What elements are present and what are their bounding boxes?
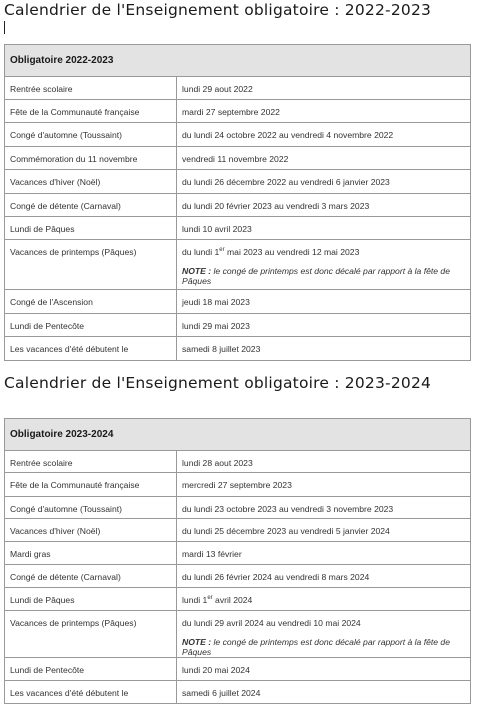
row-label: Vacances de printemps (Pâques) bbox=[10, 618, 137, 628]
row-label: Commémoration du 11 novembre bbox=[10, 154, 138, 164]
row-label: Les vacances d'été débutent le bbox=[10, 688, 129, 698]
row-value: du lundi 26 décembre 2022 au vendredi 6 janvier 2023 bbox=[182, 177, 390, 187]
row-label: Congé de l'Ascension bbox=[10, 297, 93, 307]
row-value-cell bbox=[177, 565, 471, 588]
row-label: Fête de la Communauté française bbox=[10, 480, 140, 490]
table-header-label: Obligatoire 2022-2023 bbox=[10, 55, 114, 66]
row-value: du lundi 23 octobre 2023 au vendredi 3 novembre 2023 bbox=[182, 504, 394, 514]
row-value-cell bbox=[177, 658, 471, 681]
row-value-cell bbox=[177, 77, 471, 100]
table-row bbox=[5, 565, 471, 588]
row-label: Vacances d'hiver (Noël) bbox=[10, 177, 101, 187]
table-row bbox=[5, 240, 471, 290]
row-label: Mardi gras bbox=[10, 549, 51, 559]
row-label-cell bbox=[5, 565, 177, 588]
row-label-cell bbox=[5, 611, 177, 658]
row-label-cell bbox=[5, 588, 177, 611]
row-note bbox=[182, 637, 465, 657]
table-row bbox=[5, 451, 471, 473]
row-value-cell bbox=[177, 337, 471, 361]
table-row bbox=[5, 290, 471, 314]
row-value-cell bbox=[177, 451, 471, 473]
row-value-cell bbox=[177, 217, 471, 240]
row-value: du lundi 26 février 2024 au vendredi 8 mars 2024 bbox=[182, 572, 370, 582]
row-value-part: lundi 1 bbox=[182, 595, 208, 605]
row-value: du lundi 20 février 2023 au vendredi 3 mars 2023 bbox=[182, 201, 370, 211]
row-value-cell bbox=[177, 290, 471, 314]
row-label-cell bbox=[5, 290, 177, 314]
row-value-cell bbox=[177, 100, 471, 123]
row-label: Les vacances d'été débutent le bbox=[10, 344, 129, 354]
row-value: du lundi 25 décembre 2023 au vendredi 5 janvier 2024 bbox=[182, 526, 390, 536]
row-label: Vacances d'hiver (Noël) bbox=[10, 526, 101, 536]
ordinal-suffix: er bbox=[207, 595, 213, 602]
table-header-cell bbox=[5, 419, 471, 451]
table-header-row bbox=[5, 419, 471, 451]
note-text: le congé de printemps est donc décalé par rapport à la fête de Pâques bbox=[182, 266, 450, 286]
table-row bbox=[5, 588, 471, 611]
row-label-cell bbox=[5, 314, 177, 337]
table-header-label: Obligatoire 2023-2024 bbox=[10, 429, 114, 440]
row-label-cell bbox=[5, 658, 177, 681]
row-label-cell bbox=[5, 123, 177, 147]
row-value-cell bbox=[177, 588, 471, 611]
table-row bbox=[5, 519, 471, 542]
table-row bbox=[5, 77, 471, 100]
row-value-part: avril 2024 bbox=[212, 595, 253, 605]
row-value: mercredi 27 septembre 2023 bbox=[182, 480, 292, 490]
row-value-cell bbox=[177, 681, 471, 704]
row-label-cell bbox=[5, 170, 177, 194]
table-row bbox=[5, 314, 471, 337]
row-label-cell bbox=[5, 519, 177, 542]
row-label-cell bbox=[5, 100, 177, 123]
row-label: Vacances de printemps (Pâques) bbox=[10, 247, 137, 257]
row-label: Congé d'automne (Toussaint) bbox=[10, 504, 122, 514]
row-value-cell bbox=[177, 314, 471, 337]
row-label-cell bbox=[5, 147, 177, 170]
row-value-part: mai 2023 au vendredi 12 mai 2023 bbox=[224, 247, 360, 257]
row-label-cell bbox=[5, 77, 177, 100]
row-value-cell bbox=[177, 123, 471, 147]
calendar-table-2022-2023 bbox=[4, 44, 471, 361]
row-value-cell bbox=[177, 473, 471, 497]
row-value-cell bbox=[177, 147, 471, 170]
table-row bbox=[5, 100, 471, 123]
row-label: Lundi de Pâques bbox=[10, 595, 75, 605]
row-label: Congé de détente (Carnaval) bbox=[10, 201, 121, 211]
row-value: mardi 27 septembre 2022 bbox=[182, 107, 280, 117]
table-row bbox=[5, 497, 471, 519]
row-value-cell bbox=[177, 497, 471, 519]
table-row bbox=[5, 658, 471, 681]
table-header-cell bbox=[5, 45, 471, 77]
row-label: Lundi de Pentecôte bbox=[10, 665, 85, 675]
row-value: lundi 28 aout 2023 bbox=[182, 458, 253, 468]
row-value-cell bbox=[177, 542, 471, 565]
row-label: Rentrée scolaire bbox=[10, 84, 73, 94]
row-label: Fête de la Communauté française bbox=[10, 107, 140, 117]
note-label: NOTE : bbox=[182, 266, 212, 276]
row-label-cell bbox=[5, 681, 177, 704]
table-row bbox=[5, 147, 471, 170]
row-value-cell bbox=[177, 519, 471, 542]
table-header-row bbox=[5, 45, 471, 77]
row-value: lundi 10 avril 2023 bbox=[182, 224, 252, 234]
row-value-part: du lundi 1 bbox=[182, 247, 220, 257]
table-row bbox=[5, 170, 471, 194]
row-value: jeudi 18 mai 2023 bbox=[182, 297, 250, 307]
row-value: vendredi 11 novembre 2022 bbox=[182, 154, 289, 164]
row-value: du lundi 24 octobre 2022 au vendredi 4 novembre 2022 bbox=[182, 130, 394, 140]
row-label-cell bbox=[5, 473, 177, 497]
row-label-cell bbox=[5, 194, 177, 217]
row-label-cell bbox=[5, 240, 177, 290]
row-value: samedi 6 juillet 2024 bbox=[182, 688, 261, 698]
text-cursor bbox=[4, 21, 5, 34]
row-value: lundi 29 mai 2023 bbox=[182, 321, 250, 331]
row-note bbox=[182, 266, 465, 286]
note-text: le congé de printemps est donc décalé par rapport à la fête de Pâques bbox=[182, 637, 450, 657]
ordinal-suffix: er bbox=[219, 247, 225, 254]
row-label-cell bbox=[5, 337, 177, 361]
row-label-cell bbox=[5, 542, 177, 565]
calendar-table-2023-2024 bbox=[4, 418, 471, 704]
row-label: Rentrée scolaire bbox=[10, 458, 73, 468]
row-label-cell bbox=[5, 451, 177, 473]
row-value: lundi 20 mai 2024 bbox=[182, 665, 250, 675]
row-label: Lundi de Pâques bbox=[10, 224, 75, 234]
table-row bbox=[5, 194, 471, 217]
section-title-2022-2023: Calendrier de l'Enseignement obligatoire : 2022-2023 bbox=[4, 1, 432, 19]
row-label-cell bbox=[5, 497, 177, 519]
table-row bbox=[5, 542, 471, 565]
row-value bbox=[182, 240, 465, 257]
table-row bbox=[5, 681, 471, 704]
row-value: lundi 29 aout 2022 bbox=[182, 84, 253, 94]
row-label: Lundi de Pentecôte bbox=[10, 321, 85, 331]
note-label: NOTE : bbox=[182, 637, 212, 647]
row-value bbox=[182, 588, 465, 605]
row-label: Congé d'automne (Toussaint) bbox=[10, 130, 122, 140]
section-title-2023-2024: Calendrier de l'Enseignement obligatoire : 2023-2024 bbox=[4, 374, 432, 392]
row-label-cell bbox=[5, 217, 177, 240]
table-row bbox=[5, 217, 471, 240]
table-row bbox=[5, 337, 471, 361]
table-row bbox=[5, 473, 471, 497]
row-value-cell bbox=[177, 611, 471, 658]
row-value: mardi 13 février bbox=[182, 549, 242, 559]
row-value: samedi 8 juillet 2023 bbox=[182, 344, 261, 354]
row-value-cell bbox=[177, 194, 471, 217]
row-value-cell bbox=[177, 170, 471, 194]
row-value: du lundi 29 avril 2024 au vendredi 10 mai 2024 bbox=[182, 618, 361, 628]
table-row bbox=[5, 611, 471, 658]
table-row bbox=[5, 123, 471, 147]
row-label: Congé de détente (Carnaval) bbox=[10, 572, 121, 582]
row-value-cell bbox=[177, 240, 471, 290]
